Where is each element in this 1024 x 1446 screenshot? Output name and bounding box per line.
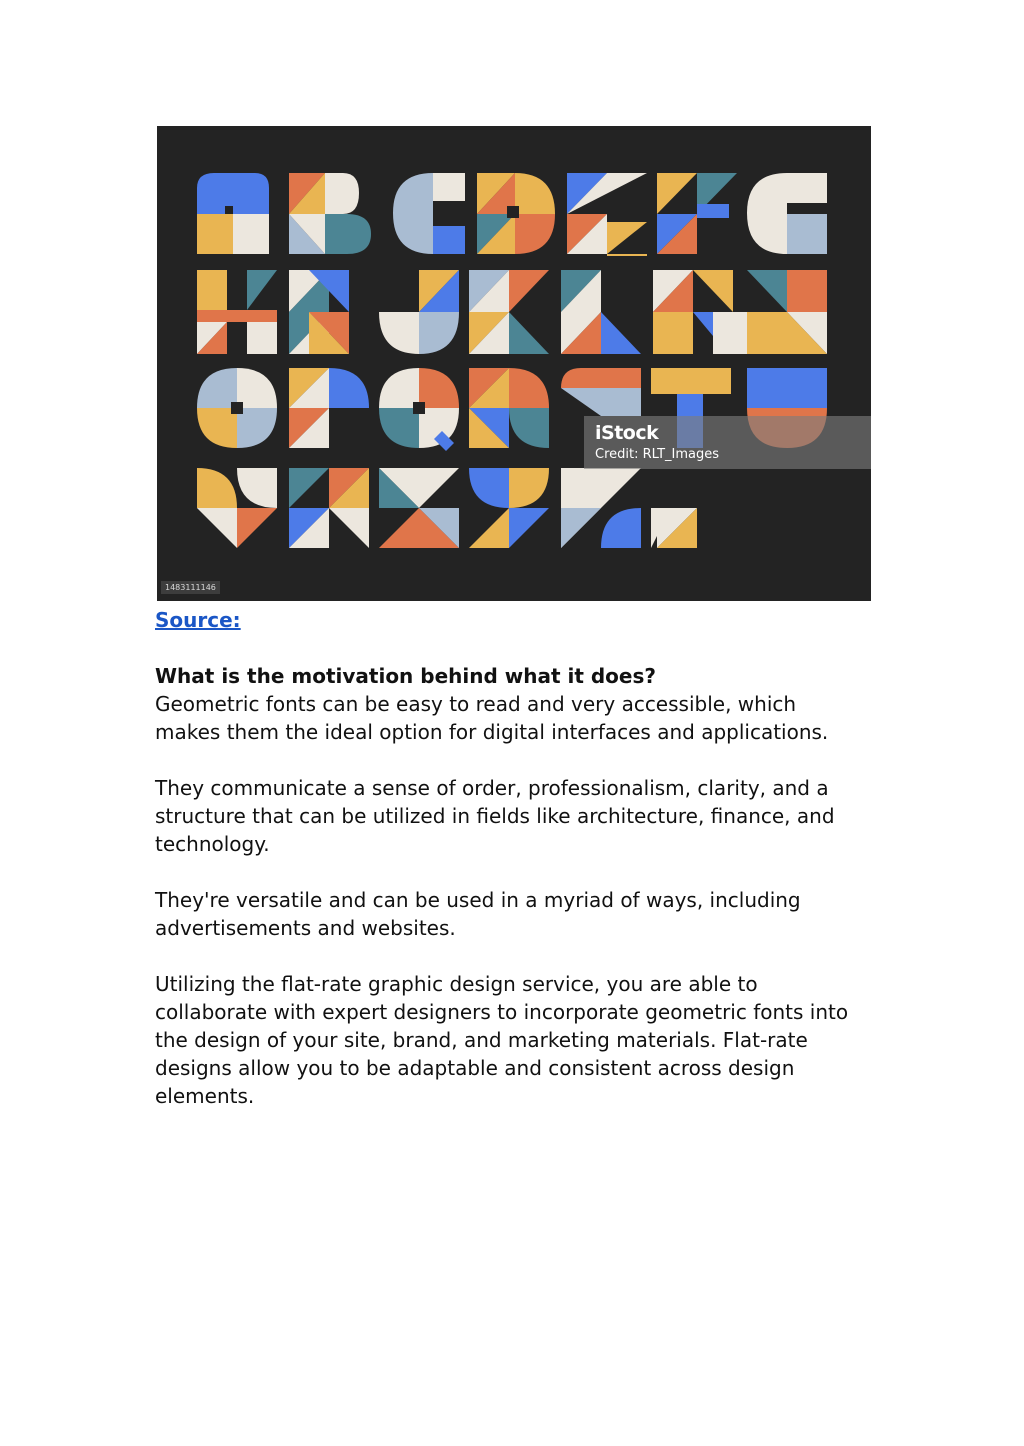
image-id-label: 1483111146 <box>161 581 220 594</box>
paragraph-accessibility: Geometric fonts can be easy to read and very accessible, which makes them the ideal option for digital interfaces and applications. <box>155 692 829 744</box>
letter-a <box>197 173 269 254</box>
image-credit: Credit: RLT_Images <box>595 447 720 462</box>
letter-q <box>379 368 459 451</box>
article-body <box>155 606 860 1138</box>
paragraph-flat-rate: Utilizing the flat-rate graphic design service, you are able to collaborate with expert designers to incorporate geometric fonts into the design of your site, brand, and marketing materials. Flat-rate designs allow you to be adaptable and consistent across design elements. <box>155 972 849 1108</box>
letter-w <box>289 468 369 548</box>
trailing-shapes <box>651 508 697 548</box>
source-link[interactable]: Source: <box>155 608 241 632</box>
question-heading: What is the motivation behind what it does? <box>155 664 656 688</box>
letter-d <box>477 173 555 254</box>
letter-o <box>197 368 277 448</box>
letter-i-pair <box>289 270 349 354</box>
geometric-alphabet-image <box>157 126 871 601</box>
istock-logo: iStock <box>595 422 659 444</box>
letter-x <box>379 468 459 548</box>
letter-r <box>469 368 549 448</box>
alphabet-illustration <box>157 126 871 601</box>
paragraph-order: They communicate a sense of order, professionalism, clarity, and a structure that can be utilized in fields like architecture, finance, and technology. <box>155 776 835 856</box>
paragraph-versatility: They're versatile and can be used in a myriad of ways, including advertisements and websites. <box>155 888 801 940</box>
